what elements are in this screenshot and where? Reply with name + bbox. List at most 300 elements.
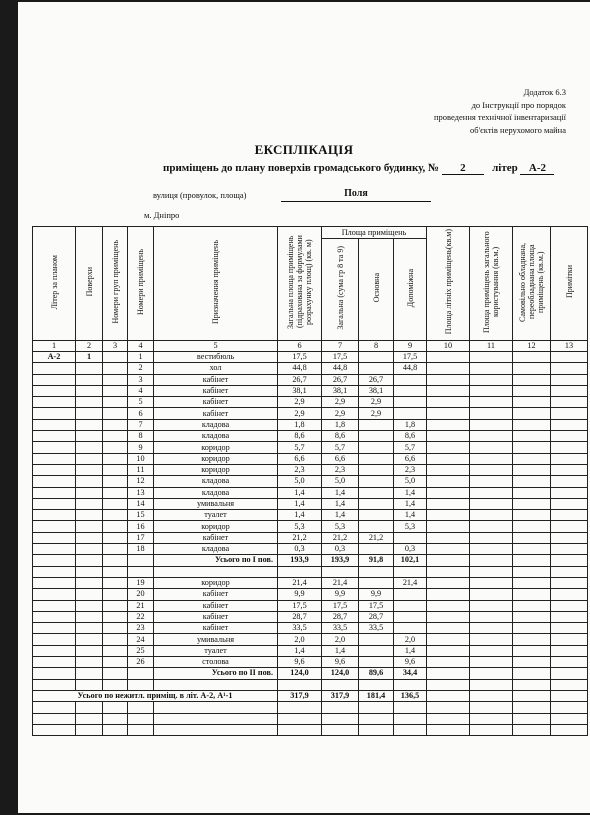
main-cell [359, 363, 394, 374]
empty-cell [470, 374, 513, 385]
empty-cell [103, 724, 128, 735]
empty-cell [33, 679, 76, 690]
liter-cell [33, 645, 76, 656]
empty-cell [427, 352, 470, 363]
empty-cell [513, 374, 551, 385]
empty-cell [359, 566, 394, 577]
empty-cell [551, 476, 588, 487]
liter-cell [33, 374, 76, 385]
empty-cell [551, 668, 588, 679]
room-number-cell: 11 [128, 464, 154, 475]
room-number-cell: 5 [128, 397, 154, 408]
table-row [33, 544, 588, 555]
table-row [33, 464, 588, 475]
empty-cell [427, 487, 470, 498]
aux-cell: 0,3 [394, 544, 427, 555]
liter-cell [33, 453, 76, 464]
group-cell [103, 453, 128, 464]
group-cell [103, 419, 128, 430]
empty-cell [470, 690, 513, 701]
total-cell: 9,9 [322, 589, 359, 600]
floor-cell [76, 544, 103, 555]
liter-cell [33, 363, 76, 374]
empty-cell [470, 397, 513, 408]
area-cell: 5,3 [278, 521, 322, 532]
empty-cell [33, 555, 76, 566]
floor-cell [76, 577, 103, 588]
group-cell [103, 487, 128, 498]
total-cell: 317,9 [322, 690, 359, 701]
area-cell: 193,9 [278, 555, 322, 566]
empty-cell [128, 679, 154, 690]
empty-cell [427, 645, 470, 656]
empty-cell [427, 702, 470, 713]
table-row [33, 419, 588, 430]
liter-value: А-2 [520, 162, 554, 175]
floor-cell [76, 634, 103, 645]
empty-cell [470, 713, 513, 724]
aux-cell: 34,4 [394, 668, 427, 679]
liter-cell [33, 464, 76, 475]
total-cell: 1,4 [322, 510, 359, 521]
room-number-cell: 8 [128, 431, 154, 442]
empty-cell [470, 352, 513, 363]
empty-cell [513, 498, 551, 509]
empty-cell [427, 385, 470, 396]
empty-cell [470, 476, 513, 487]
header-purpose: Призначення приміщень [154, 227, 278, 341]
empty-cell [513, 611, 551, 622]
empty-cell [427, 408, 470, 419]
group-cell [103, 521, 128, 532]
area-cell: 124,0 [278, 668, 322, 679]
empty-cell [427, 690, 470, 701]
aux-cell: 2,0 [394, 634, 427, 645]
floor-cell [76, 464, 103, 475]
empty-cell [394, 702, 427, 713]
appendix-note [434, 86, 566, 136]
liter-label: літер [492, 162, 518, 174]
empty-cell [513, 464, 551, 475]
empty-cell [427, 679, 470, 690]
empty-cell [551, 600, 588, 611]
liter-cell [33, 487, 76, 498]
room-number-cell: 9 [128, 442, 154, 453]
appendix-line: до Інструкції про порядок [471, 99, 566, 110]
total-cell: 17,5 [322, 600, 359, 611]
main-cell: 91,8 [359, 555, 394, 566]
group-cell [103, 476, 128, 487]
empty-cell [470, 419, 513, 430]
aux-cell [394, 611, 427, 622]
room-name-cell: коридор [154, 577, 278, 588]
area-cell: 5,0 [278, 476, 322, 487]
empty-cell [551, 498, 588, 509]
aux-cell [394, 397, 427, 408]
empty-cell [470, 431, 513, 442]
total-cell: 17,5 [322, 352, 359, 363]
room-number-cell: 14 [128, 498, 154, 509]
area-cell: 2,3 [278, 464, 322, 475]
main-cell [359, 419, 394, 430]
table-row [33, 679, 588, 690]
room-name-cell: коридор [154, 442, 278, 453]
group-cell [103, 532, 128, 543]
empty-cell [513, 600, 551, 611]
total-cell: 5,0 [322, 476, 359, 487]
table-row [33, 363, 588, 374]
total-cell: 44,8 [322, 363, 359, 374]
total-cell: 5,7 [322, 442, 359, 453]
empty-cell [470, 702, 513, 713]
aux-cell: 9,6 [394, 657, 427, 668]
empty-cell [513, 487, 551, 498]
area-cell: 2,9 [278, 408, 322, 419]
empty-cell [154, 566, 278, 577]
empty-cell [551, 589, 588, 600]
empty-cell [103, 702, 128, 713]
header-common-area: Площа приміщень загального користування (кв.м.) [470, 227, 513, 341]
empty-cell [513, 645, 551, 656]
header-floors: Поверхи [76, 227, 103, 341]
empty-cell [551, 397, 588, 408]
area-cell: 9,6 [278, 657, 322, 668]
area-cell: 1,4 [278, 498, 322, 509]
liter-cell [33, 577, 76, 588]
group-cell [103, 442, 128, 453]
room-name-cell: кабінет [154, 532, 278, 543]
aux-cell: 1,4 [394, 487, 427, 498]
aux-cell [394, 532, 427, 543]
aux-cell [394, 589, 427, 600]
table-row [33, 577, 588, 588]
area-cell: 2,9 [278, 397, 322, 408]
empty-cell [551, 442, 588, 453]
header-total-area: Загальна площа приміщень (підрахована за формулами розрахунку площ) (кв. м) [278, 227, 322, 341]
floor-cell [76, 498, 103, 509]
room-number-cell: 6 [128, 408, 154, 419]
total-cell: 193,9 [322, 555, 359, 566]
empty-cell [513, 679, 551, 690]
empty-cell [359, 702, 394, 713]
main-cell [359, 487, 394, 498]
floor-cell [76, 521, 103, 532]
floor-cell [76, 589, 103, 600]
empty-cell [103, 668, 128, 679]
empty-cell [551, 657, 588, 668]
empty-cell [76, 668, 103, 679]
header-main: Основна [359, 239, 394, 341]
group-cell [103, 645, 128, 656]
empty-cell [513, 566, 551, 577]
liter-cell: А-2 [33, 352, 76, 363]
header-summer-area: Площа літніх приміщень(кв.м) [427, 227, 470, 341]
table-row [33, 600, 588, 611]
table-row [33, 408, 588, 419]
aux-cell: 136,5 [394, 690, 427, 701]
group-cell [103, 352, 128, 363]
empty-cell [513, 668, 551, 679]
main-cell [359, 577, 394, 588]
aux-cell: 21,4 [394, 577, 427, 588]
room-name-cell: кабінет [154, 589, 278, 600]
empty-cell [513, 724, 551, 735]
table-row [33, 442, 588, 453]
area-cell: 8,6 [278, 431, 322, 442]
main-cell: 9,9 [359, 589, 394, 600]
total-cell: 2,9 [322, 397, 359, 408]
column-number: 12 [513, 341, 551, 352]
grand-total-label: Усього по нежитл. приміщ. в літ. А-2, А¹-1 [33, 690, 278, 701]
empty-cell [427, 498, 470, 509]
header-room-numbers: Номери приміщень [128, 227, 154, 341]
main-cell [359, 498, 394, 509]
floor-cell [76, 363, 103, 374]
empty-cell [427, 453, 470, 464]
header-unauthorized-area: Самовільно обладнана, переобладнана площа приміщень (кв.м.) [513, 227, 551, 341]
empty-cell [551, 724, 588, 735]
column-number: 7 [322, 341, 359, 352]
empty-cell [470, 487, 513, 498]
liter-cell [33, 408, 76, 419]
room-number-cell: 21 [128, 600, 154, 611]
group-cell [103, 385, 128, 396]
room-name-cell: коридор [154, 453, 278, 464]
column-number: 3 [103, 341, 128, 352]
empty-cell [551, 645, 588, 656]
empty-cell [322, 702, 359, 713]
liter-cell [33, 498, 76, 509]
floor-cell [76, 611, 103, 622]
table-row [33, 566, 588, 577]
empty-cell [513, 476, 551, 487]
explication-table [32, 226, 588, 736]
total-cell: 0,3 [322, 544, 359, 555]
group-cell [103, 510, 128, 521]
room-name-cell: кладова [154, 419, 278, 430]
empty-cell [470, 510, 513, 521]
room-number-cell: 10 [128, 453, 154, 464]
empty-cell [76, 679, 103, 690]
group-cell [103, 611, 128, 622]
aux-cell: 5,7 [394, 442, 427, 453]
room-name-cell: кабінет [154, 611, 278, 622]
empty-cell [394, 679, 427, 690]
header-auxiliary: Допоміжна [394, 239, 427, 341]
aux-cell [394, 374, 427, 385]
room-number-cell: 1 [128, 352, 154, 363]
empty-cell [322, 724, 359, 735]
empty-cell [551, 374, 588, 385]
group-cell [103, 623, 128, 634]
aux-cell: 2,3 [394, 464, 427, 475]
main-cell: 2,9 [359, 397, 394, 408]
room-name-cell: кабінет [154, 397, 278, 408]
header-total: Загальна (сума гр 8 та 9) [322, 239, 359, 341]
appendix-line: Додаток 6.3 [523, 87, 566, 97]
empty-cell [513, 589, 551, 600]
table-row [33, 385, 588, 396]
group-cell [103, 464, 128, 475]
room-number-cell: 7 [128, 419, 154, 430]
total-cell: 1,4 [322, 645, 359, 656]
aux-cell [394, 385, 427, 396]
aux-cell: 6,6 [394, 453, 427, 464]
street-underline [281, 201, 431, 202]
room-number-cell: 23 [128, 623, 154, 634]
area-cell: 9,9 [278, 589, 322, 600]
room-number-cell: 2 [128, 363, 154, 374]
empty-cell [513, 419, 551, 430]
table-row [33, 498, 588, 509]
total-cell: 2,0 [322, 634, 359, 645]
empty-cell [427, 363, 470, 374]
room-number-cell: 22 [128, 611, 154, 622]
empty-cell [513, 657, 551, 668]
empty-cell [278, 713, 322, 724]
liter-cell [33, 544, 76, 555]
room-name-cell: кабінет [154, 623, 278, 634]
table-row [33, 431, 588, 442]
area-cell: 17,5 [278, 352, 322, 363]
empty-cell [427, 464, 470, 475]
empty-cell [551, 453, 588, 464]
appendix-line: проведення технічної інвентаризації [434, 112, 566, 122]
main-cell: 17,5 [359, 600, 394, 611]
floor-cell [76, 453, 103, 464]
total-cell: 9,6 [322, 657, 359, 668]
total-cell: 6,6 [322, 453, 359, 464]
empty-cell [513, 385, 551, 396]
liter-cell [33, 510, 76, 521]
empty-cell [551, 566, 588, 577]
empty-cell [76, 724, 103, 735]
room-number-cell: 17 [128, 532, 154, 543]
area-cell: 28,7 [278, 611, 322, 622]
main-cell [359, 544, 394, 555]
group-cell [103, 431, 128, 442]
room-name-cell: коридор [154, 464, 278, 475]
document-sheet [18, 2, 590, 813]
total-cell: 124,0 [322, 668, 359, 679]
main-cell [359, 521, 394, 532]
main-cell: 2,9 [359, 408, 394, 419]
empty-cell [551, 713, 588, 724]
empty-cell [470, 645, 513, 656]
empty-cell [427, 724, 470, 735]
empty-cell [427, 600, 470, 611]
empty-cell [103, 713, 128, 724]
aux-cell [394, 600, 427, 611]
group-cell [103, 397, 128, 408]
table-row [33, 690, 588, 701]
room-name-cell: коридор [154, 521, 278, 532]
liter-cell [33, 397, 76, 408]
empty-cell [76, 566, 103, 577]
room-name-cell: кладова [154, 476, 278, 487]
empty-cell [513, 442, 551, 453]
area-cell: 33,5 [278, 623, 322, 634]
empty-cell [103, 566, 128, 577]
liter-cell [33, 442, 76, 453]
area-cell: 38,1 [278, 385, 322, 396]
table-row [33, 645, 588, 656]
table-row [33, 532, 588, 543]
column-number: 4 [128, 341, 154, 352]
column-number: 13 [551, 341, 588, 352]
floor-cell [76, 374, 103, 385]
group-cell [103, 498, 128, 509]
empty-cell [470, 611, 513, 622]
empty-cell [322, 679, 359, 690]
empty-cell [33, 724, 76, 735]
total-cell: 5,3 [322, 521, 359, 532]
group-cell [103, 374, 128, 385]
main-cell [359, 510, 394, 521]
empty-cell [427, 589, 470, 600]
empty-cell [470, 464, 513, 475]
column-number: 1 [33, 341, 76, 352]
empty-cell [427, 713, 470, 724]
empty-cell [128, 713, 154, 724]
empty-cell [427, 566, 470, 577]
empty-cell [551, 431, 588, 442]
empty-cell [427, 668, 470, 679]
empty-cell [470, 532, 513, 543]
empty-cell [394, 566, 427, 577]
empty-cell [551, 464, 588, 475]
empty-cell [551, 690, 588, 701]
main-cell [359, 645, 394, 656]
empty-cell [278, 702, 322, 713]
empty-cell [76, 555, 103, 566]
empty-cell [427, 623, 470, 634]
main-cell: 26,7 [359, 374, 394, 385]
header-liter: Літер за планом [33, 227, 76, 341]
building-number: 2 [442, 162, 484, 175]
empty-cell [551, 521, 588, 532]
room-name-cell: кабінет [154, 385, 278, 396]
area-cell: 5,7 [278, 442, 322, 453]
liter-cell [33, 600, 76, 611]
room-number-cell: 25 [128, 645, 154, 656]
aux-cell [394, 623, 427, 634]
floor-cell [76, 476, 103, 487]
empty-cell [513, 577, 551, 588]
room-number-cell: 3 [128, 374, 154, 385]
liter-cell [33, 476, 76, 487]
empty-cell [551, 544, 588, 555]
empty-cell [551, 408, 588, 419]
empty-cell [128, 566, 154, 577]
empty-cell [470, 442, 513, 453]
empty-cell [470, 544, 513, 555]
empty-cell [33, 713, 76, 724]
group-cell [103, 544, 128, 555]
empty-cell [359, 724, 394, 735]
empty-cell [128, 668, 154, 679]
empty-cell [427, 374, 470, 385]
room-name-cell: хол [154, 363, 278, 374]
empty-cell [551, 702, 588, 713]
empty-cell [551, 679, 588, 690]
aux-cell: 8,6 [394, 431, 427, 442]
empty-cell [470, 453, 513, 464]
subtotal-label: Усього по ІІ пов. [154, 668, 278, 679]
column-number-row [33, 341, 588, 352]
room-name-cell: туалет [154, 510, 278, 521]
liter-cell [33, 419, 76, 430]
